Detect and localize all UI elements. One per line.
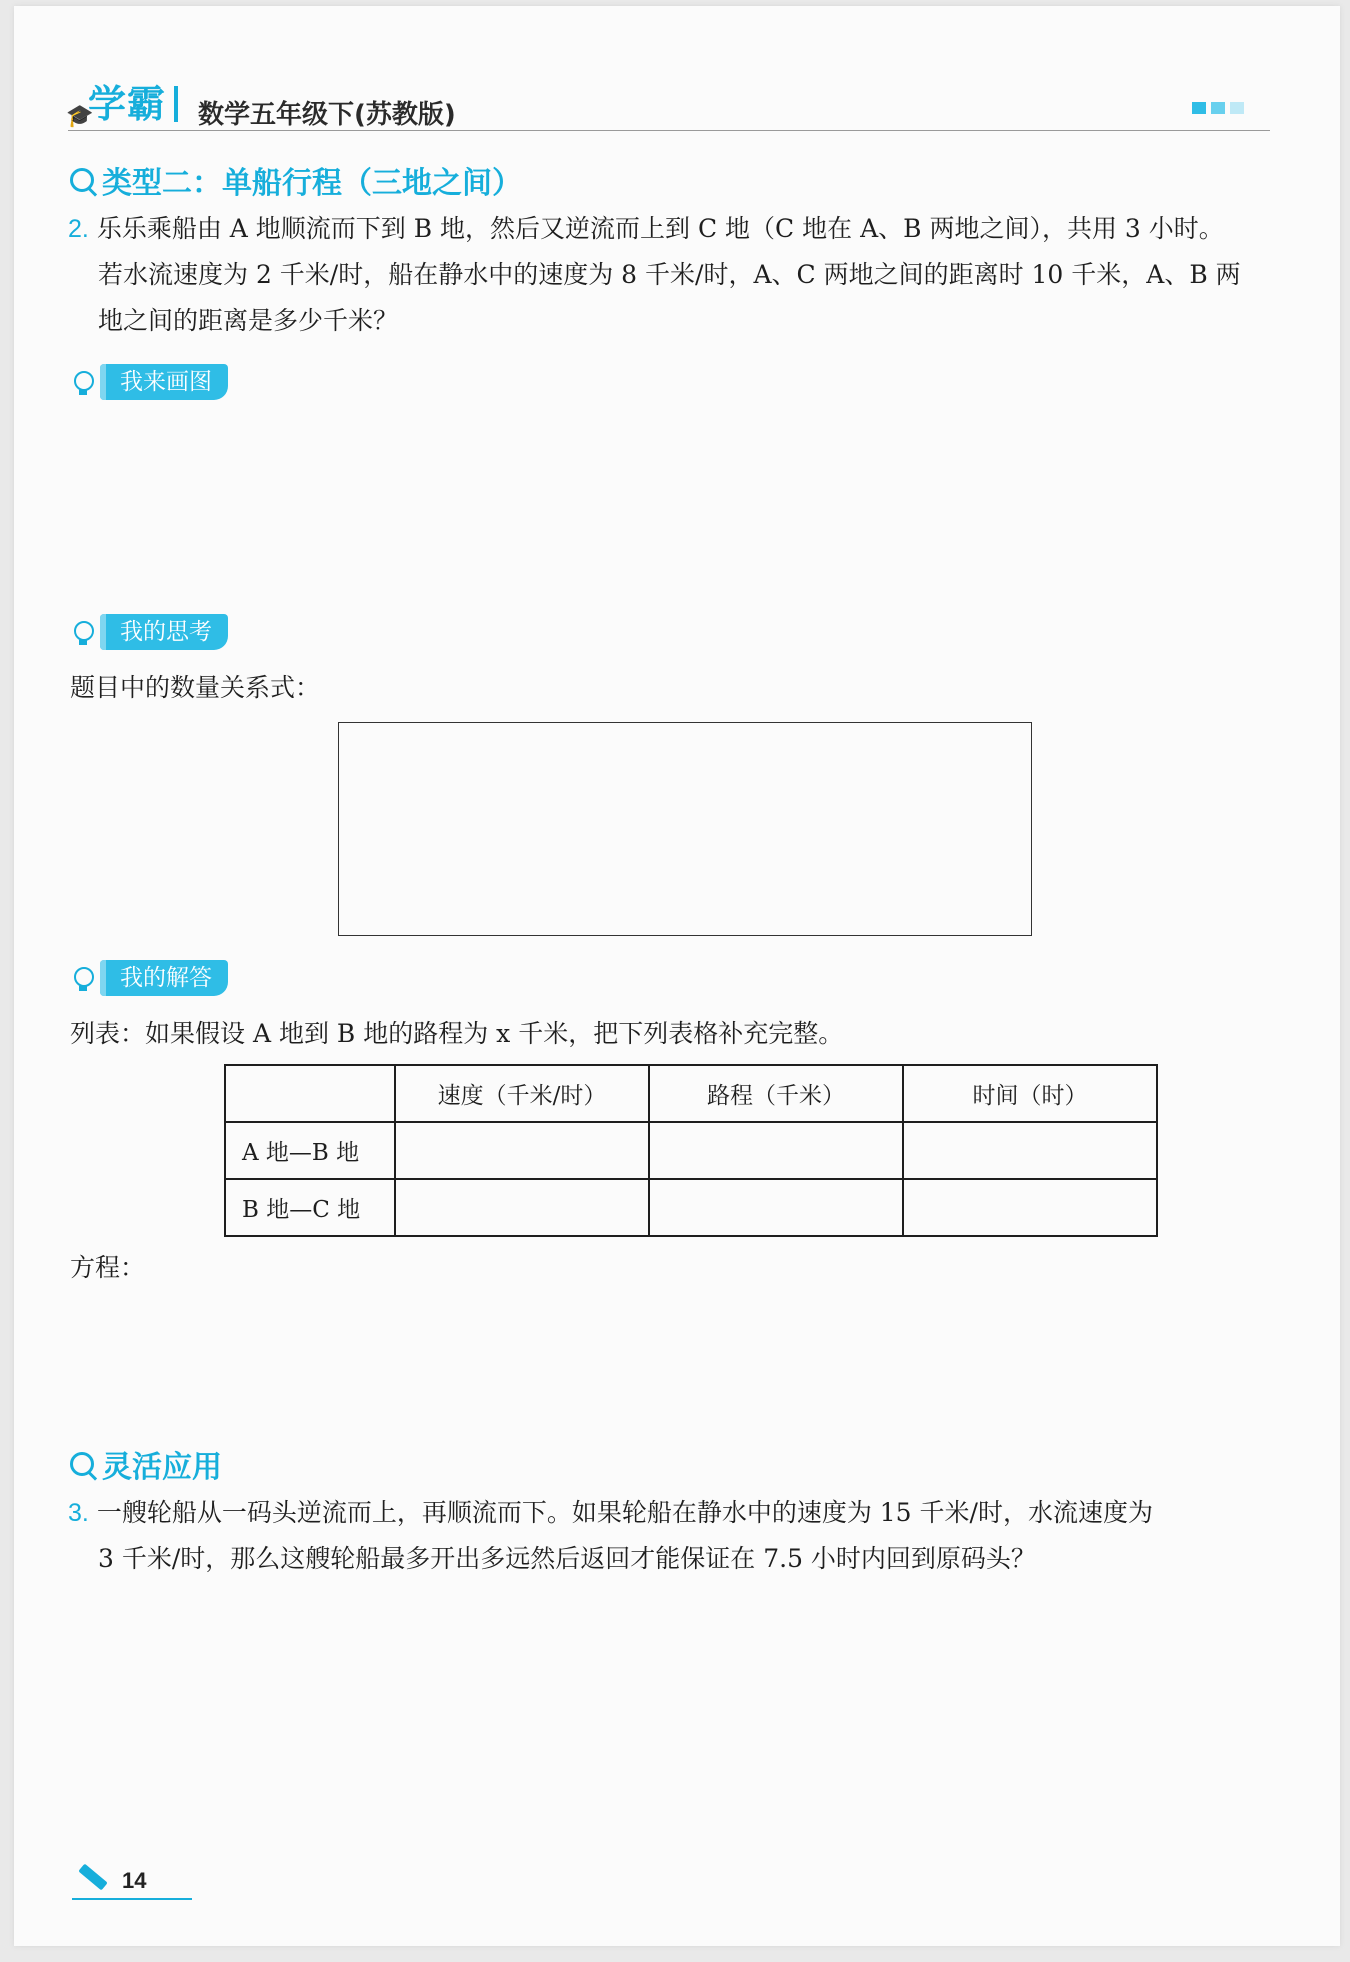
magnifier-icon	[70, 1452, 94, 1476]
header-decoration	[1192, 102, 1244, 114]
logo-divider	[174, 86, 178, 122]
table-cell[interactable]	[649, 1122, 903, 1179]
problem-line-3: 地之间的距离是多少千米？	[98, 306, 399, 335]
problem-number: 2.	[68, 215, 89, 243]
problem-line-2: 若水流速度为 2 千米/时，船在静水中的速度为 8 千米/时，A、C 两地之间的距离时 10 千米，A、B 两	[98, 260, 1241, 289]
table-row-label: B 地—C 地	[225, 1179, 395, 1236]
problem-3	[68, 1490, 1298, 1582]
page-number: 14	[122, 1868, 147, 1893]
table-header-cell: 速度（千米/时）	[395, 1065, 649, 1122]
problem-line-2: 3 千米/时，那么这艘轮船最多开出多远然后返回才能保证在 7.5 小时内回到原码头？	[98, 1544, 1036, 1573]
tag-think	[70, 614, 228, 650]
table-cell[interactable]	[395, 1179, 649, 1236]
section-heading-text: 灵活应用	[102, 1450, 222, 1485]
book-title: 数学五年级下(苏教版)	[198, 100, 456, 130]
pencil-icon	[78, 1864, 107, 1891]
tag-draw	[70, 364, 228, 400]
lightbulb-icon	[70, 617, 96, 647]
section-heading-text: 类型二：单船行程（三地之间）	[102, 166, 522, 201]
tag-solve-label: 我的解答	[100, 960, 228, 996]
tag-solve	[70, 960, 228, 996]
fill-in-table	[224, 1064, 1158, 1237]
table-cell[interactable]	[903, 1122, 1157, 1179]
graduation-cap-icon: 🎓	[66, 104, 94, 129]
table-cell[interactable]	[649, 1179, 903, 1236]
answer-box[interactable]	[338, 722, 1032, 936]
logo-text: 学霸	[88, 82, 167, 126]
equation-label: 方程：	[70, 1253, 146, 1282]
table-row	[225, 1122, 1157, 1179]
tag-think-label: 我的思考	[100, 614, 228, 650]
list-instruction: 列表：如果假设 A 地到 B 地的路程为 x 千米，把下列表格补充完整。	[70, 1019, 844, 1048]
relation-label: 题目中的数量关系式：	[70, 673, 321, 702]
section-heading-type2	[70, 158, 522, 202]
problem-number: 3.	[68, 1499, 89, 1527]
header-divider	[68, 130, 1270, 131]
workbook-page	[14, 6, 1340, 1946]
table-row	[225, 1179, 1157, 1236]
lightbulb-icon	[70, 963, 96, 993]
problem-line-1: 一艘轮船从一码头逆流而上，再顺流而下。如果轮船在静水中的速度为 15 千米/时，水流速度为	[96, 1498, 1153, 1527]
magnifier-icon	[70, 168, 94, 192]
table-header-cell: 路程（千米）	[649, 1065, 903, 1122]
table-header-cell: 时间（时）	[903, 1065, 1157, 1122]
table-cell[interactable]	[395, 1122, 649, 1179]
table-row-label: A 地—B 地	[225, 1122, 395, 1179]
table-header-row	[225, 1065, 1157, 1122]
lightbulb-icon	[70, 367, 96, 397]
problem-line-1: 乐乐乘船由 A 地顺流而下到 B 地，然后又逆流而上到 C 地（C 地在 A、B 两地之间），共用 3 小时。	[96, 214, 1224, 243]
footer-underline	[72, 1898, 192, 1900]
table-header-cell	[225, 1065, 395, 1122]
brand-logo	[66, 82, 192, 129]
section-heading-application	[70, 1442, 222, 1486]
problem-2	[68, 206, 1298, 344]
tag-draw-label: 我来画图	[100, 364, 228, 400]
table-cell[interactable]	[903, 1179, 1157, 1236]
